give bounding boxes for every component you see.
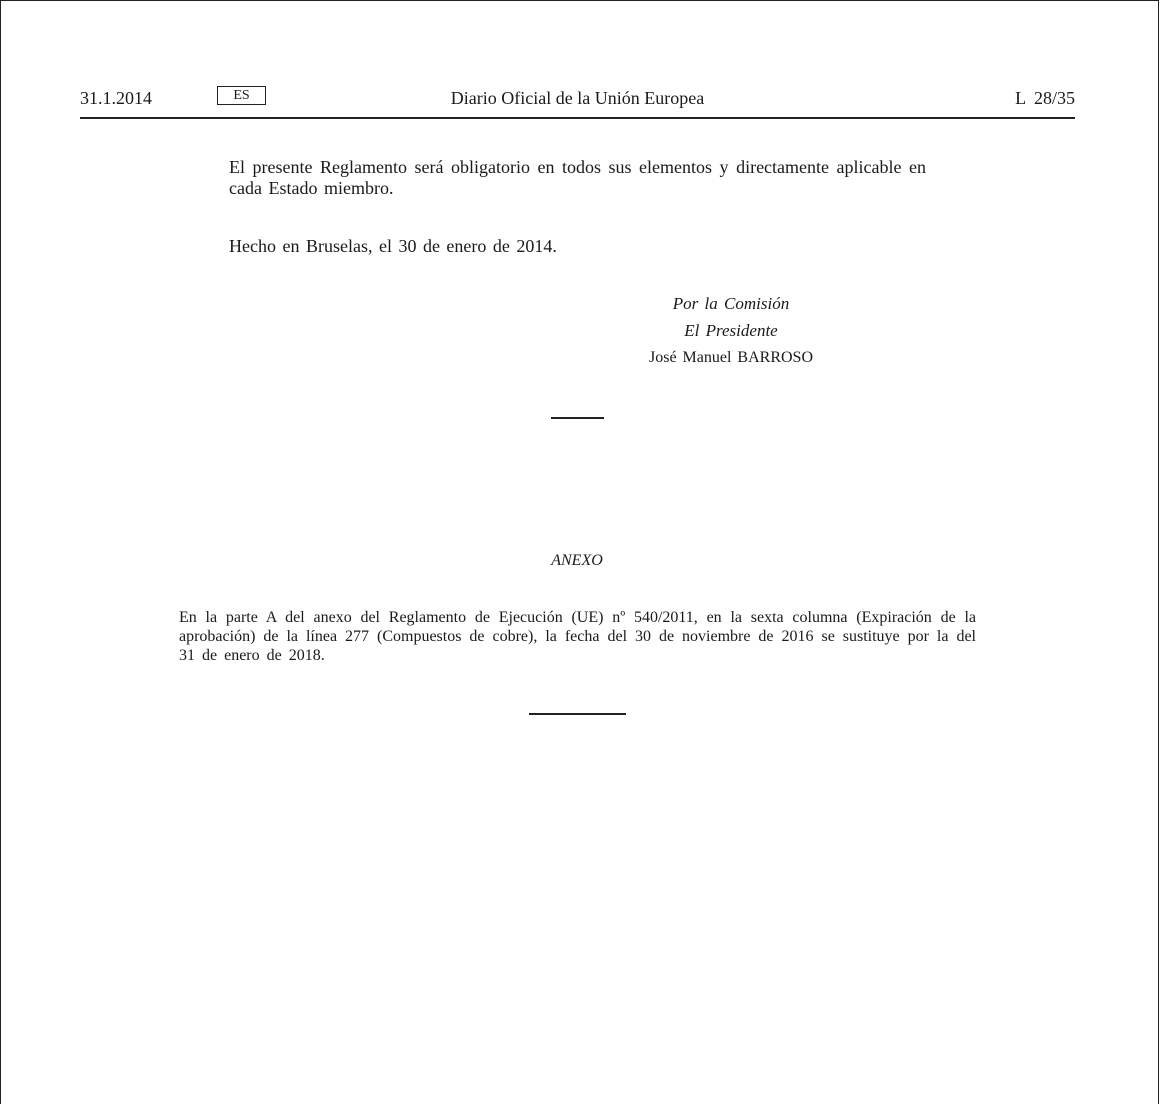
binding-paragraph: El presente Reglamento será obligatorio en todos sus elementos y directamente aplicable en cada Estado miembro. (229, 157, 926, 198)
journal-title: Diario Oficial de la Unión Europea (450, 88, 705, 108)
header-date: 31.1.2014 (80, 88, 152, 108)
signature-for-line: Por la Comisión (672, 294, 790, 313)
signature-name: José Manuel BARROSO (648, 349, 813, 366)
annex-paragraph: En la parte A del anexo del Reglamento de Ejecución (UE) nº 540/2011, en la sexta columna (Expiración de la aprobación) de la línea 277 (Compuestos de cobre), la fecha del 30 de noviembre de 2016 se sustituye por la del 31 de enero de 2018. (179, 609, 976, 664)
done-at-paragraph: Hecho en Bruselas, el 30 de enero de 2014. (229, 236, 557, 256)
language-badge: ES (217, 86, 266, 105)
page-reference: L 28/35 (1015, 88, 1075, 108)
section-divider (551, 417, 604, 419)
signature-block (631, 293, 831, 374)
end-divider (529, 713, 626, 715)
signature-role: El Presidente (684, 321, 778, 340)
page-header (80, 83, 1075, 119)
annex-title: ANEXO (551, 552, 603, 569)
